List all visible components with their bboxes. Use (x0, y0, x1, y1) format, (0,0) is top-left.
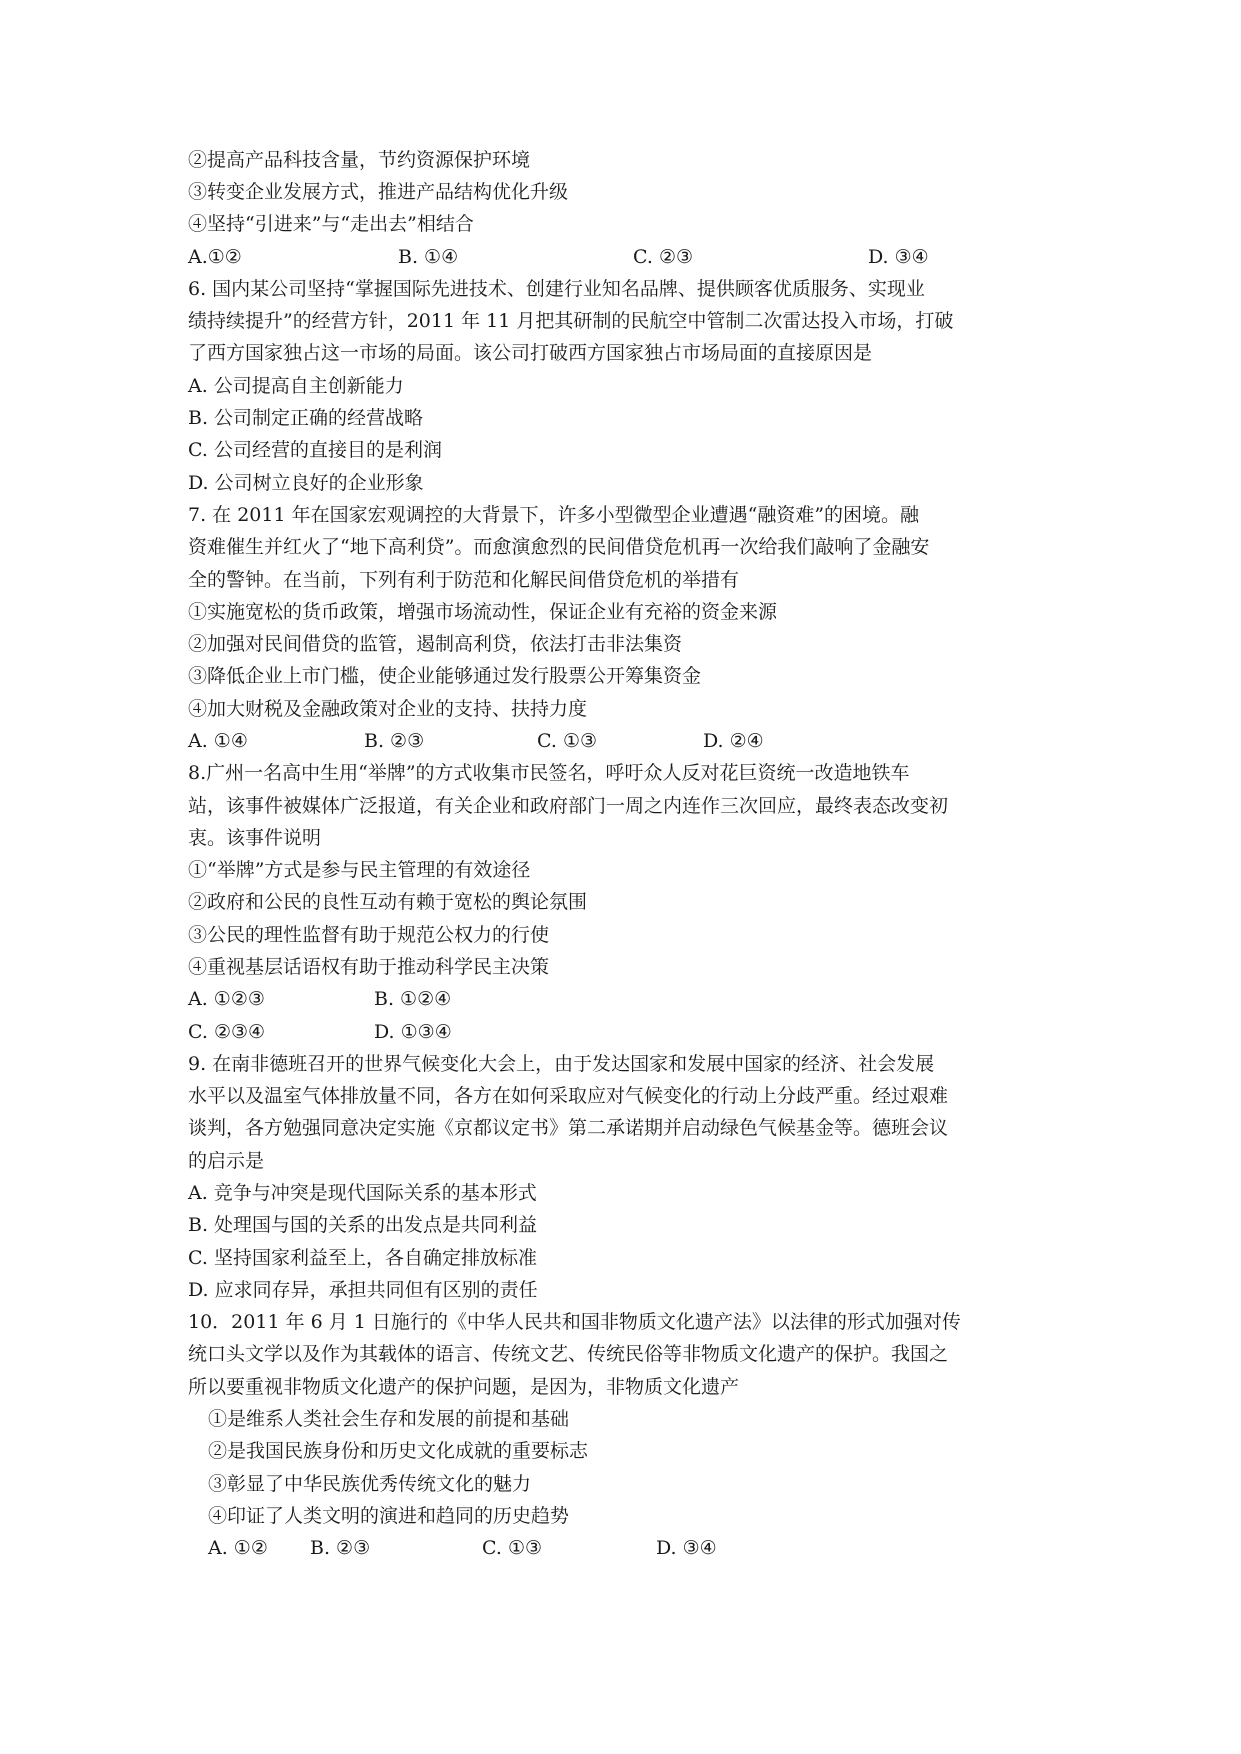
q7-item-4: ④加大财税及金融政策对企业的支持、扶持力度 (188, 698, 588, 720)
q8-option-d: D. ①③④ (374, 1021, 452, 1043)
q8-option-c: C. ②③④ (188, 1021, 266, 1043)
q10-option-c: C. ①③ (482, 1537, 543, 1559)
q6-option-c: C. 公司经营的直接目的是利润 (188, 439, 442, 461)
q10-item-2: ②是我国民族身份和历史文化成就的重要标志 (208, 1440, 589, 1462)
q10-option-a: A. ①② (208, 1537, 268, 1559)
q7-option-a: A. ①④ (188, 730, 248, 752)
q10-option-d: D. ③④ (656, 1537, 717, 1559)
q6-option-b: B. 公司制定正确的经营战略 (188, 407, 424, 429)
q7-option-b: B. ②③ (364, 730, 425, 752)
q7-item-2: ②加强对民间借贷的监管，遏制高利贷，依法打击非法集资 (188, 633, 683, 655)
q8-stem-line-2: 站，该事件被媒体广泛报道，有关企业和政府部门一周之内连作三次回应，最终表态改变初 (188, 795, 949, 817)
q9-stem-line-3: 谈判，各方勉强同意决定实施《京都议定书》第二承诺期并启动绿色气候基金等。德班会议 (188, 1117, 949, 1139)
q7-stem-line-2: 资难催生并红火了“地下高利贷”。而愈演愈烈的民间借贷危机再一次给我们敲响了金融安 (188, 536, 930, 558)
q7-stem-line-1: 7. 在 2011 年在国家宏观调控的大背景下，许多小型微型企业遭遇“融资难”的困境。融 (188, 504, 920, 526)
q5-item-3: ③转变企业发展方式，推进产品结构优化升级 (188, 181, 569, 203)
q6-stem-line-1: 6. 国内某公司坚持“掌握国际先进技术、创建行业知名品牌、提供顾客优质服务、实现业 (188, 278, 925, 300)
q8-item-2: ②政府和公民的良性互动有赖于宽松的舆论氛围 (188, 891, 588, 913)
q8-stem-line-3: 衷。该事件说明 (188, 827, 322, 849)
q7-item-1: ①实施宽松的货币政策，增强市场流动性，保证企业有充裕的资金来源 (188, 601, 778, 623)
q8-item-1: ①“举牌”方式是参与民主管理的有效途径 (188, 859, 531, 881)
q10-option-b: B. ②③ (310, 1537, 371, 1559)
q5-item-4: ④坚持“引进来”与“走出去”相结合 (188, 213, 474, 235)
q7-item-3: ③降低企业上市门槛，使企业能够通过发行股票公开筹集资金 (188, 665, 702, 687)
q10-item-4: ④印证了人类文明的演进和趋同的历史趋势 (208, 1505, 570, 1527)
q7-option-d: D. ②④ (703, 730, 764, 752)
q6-option-a: A. 公司提高自主创新能力 (188, 375, 404, 397)
q7-stem-line-3: 全的警钟。在当前，下列有利于防范和化解民间借贷危机的举措有 (188, 569, 740, 591)
q10-stem-line-3: 所以要重视非物质文化遗产的保护问题，是因为，非物质文化遗产 (188, 1376, 740, 1398)
q9-option-a: A. 竞争与冲突是现代国际关系的基本形式 (188, 1182, 537, 1204)
q8-item-4: ④重视基层话语权有助于推动科学民主决策 (188, 956, 550, 978)
q9-option-d: D. 应求同存异，承担共同但有区别的责任 (188, 1279, 538, 1301)
q9-option-c: C. 坚持国家利益至上，各自确定排放标准 (188, 1247, 537, 1269)
q6-option-d: D. 公司树立良好的企业形象 (188, 472, 424, 494)
q5-option-d: D. ③④ (868, 246, 929, 268)
q6-stem-line-2: 绩持续提升”的经营方针，2011 年 11 月把其研制的民航空中管制二次雷达投入市场，打破 (188, 310, 954, 332)
q9-option-b: B. 处理国与国的关系的出发点是共同利益 (188, 1214, 538, 1236)
q10-stem-line-2: 统口头文学以及作为其载体的语言、传统文艺、传统民俗等非物质文化遗产的保护。我国之 (188, 1343, 949, 1365)
q8-option-b: B. ①②④ (374, 988, 452, 1010)
q5-option-a: A.①② (188, 246, 242, 268)
q5-option-b: B. ①④ (398, 246, 459, 268)
q5-item-2: ②提高产品科技含量，节约资源保护环境 (188, 149, 531, 171)
q6-stem-line-3: 了西方国家独占这一市场的局面。该公司打破西方国家独占市场局面的直接原因是 (188, 342, 873, 364)
q10-item-3: ③彰显了中华民族优秀传统文化的魅力 (208, 1473, 532, 1495)
q9-stem-line-1: 9. 在南非德班召开的世界气候变化大会上，由于发达国家和发展中国家的经济、社会发展 (188, 1053, 935, 1075)
q8-stem-line-1: 8.广州一名高中生用“举牌”的方式收集市民签名，呼吁众人反对花巨资统一改造地铁车 (188, 762, 910, 784)
q5-option-c: C. ②③ (633, 246, 694, 268)
q9-stem-line-2: 水平以及温室气体排放量不同，各方在如何采取应对气候变化的行动上分歧严重。经过艰难 (188, 1085, 949, 1107)
q10-stem-line-1: 10．2011 年 6 月 1 日施行的《中华人民共和国非物质文化遗产法》以法律的形式加强对传 (188, 1311, 961, 1333)
q8-item-3: ③公民的理性监督有助于规范公权力的行使 (188, 924, 550, 946)
q7-option-c: C. ①③ (537, 730, 598, 752)
q8-option-a: A. ①②③ (188, 988, 265, 1010)
q10-item-1: ①是维系人类社会生存和发展的前提和基础 (208, 1408, 570, 1430)
q9-stem-line-4: 的启示是 (188, 1150, 265, 1172)
